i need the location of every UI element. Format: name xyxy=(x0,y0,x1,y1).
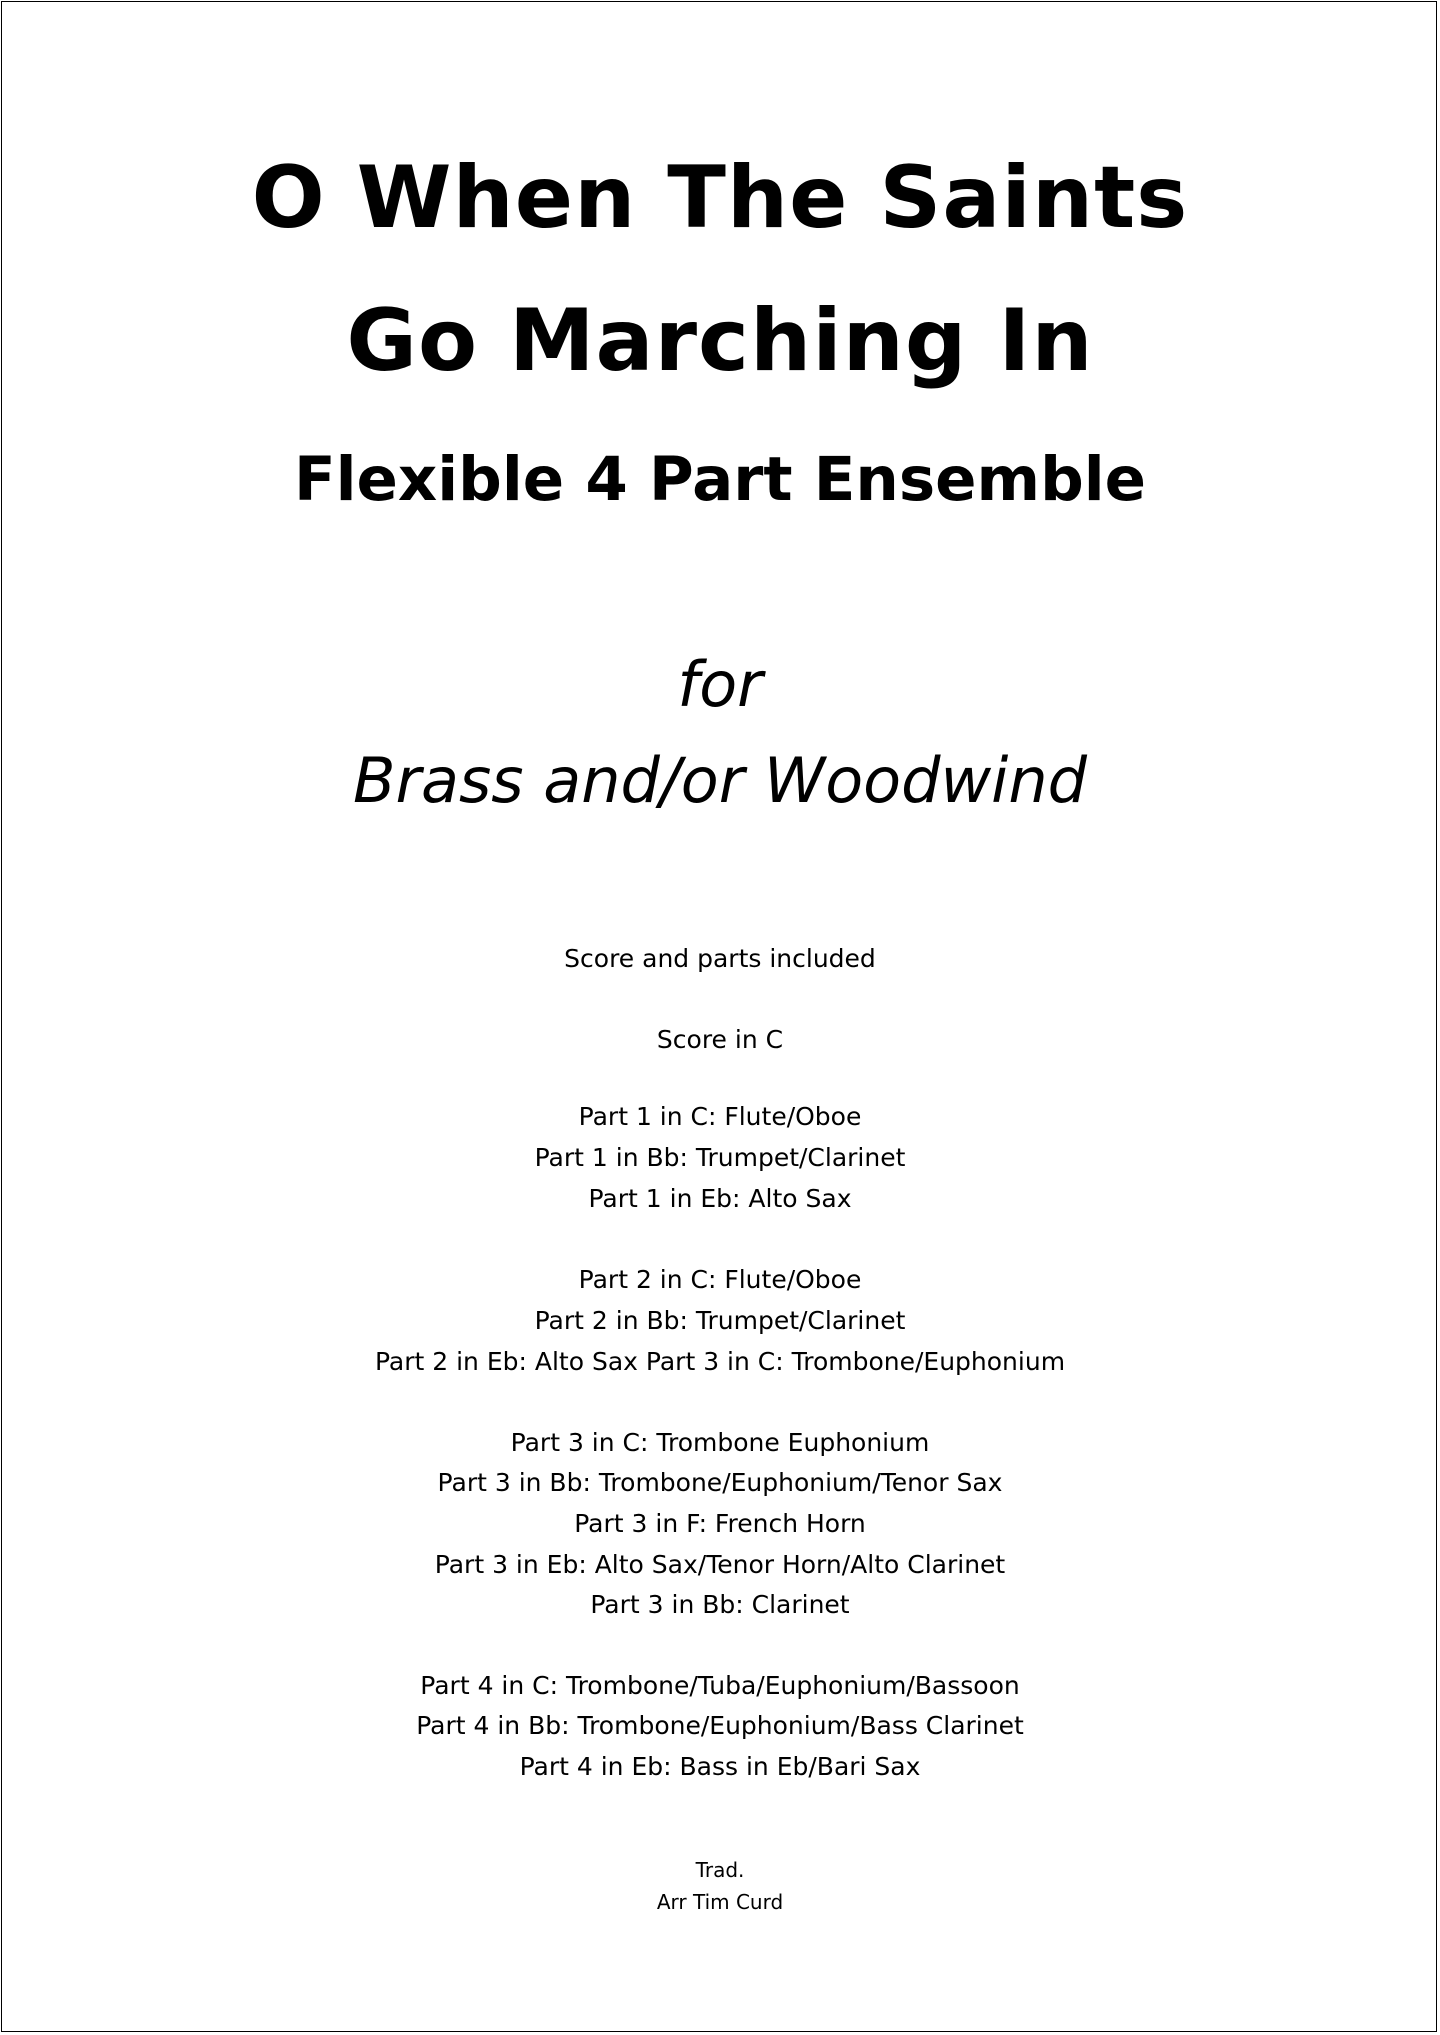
score-line: Score in C xyxy=(656,1025,784,1054)
part3-line: Part 3 in Bb: Trombone/Euphonium/Tenor Sax xyxy=(437,1468,1003,1497)
for-label: for xyxy=(677,648,763,721)
instrumentation: Brass and/or Woodwind xyxy=(352,744,1088,817)
title-line-2: Go Marching In xyxy=(346,291,1094,391)
part2-line: Part 2 in Bb: Trumpet/Clarinet xyxy=(534,1306,906,1335)
part1-line: Part 1 in C: Flute/Oboe xyxy=(578,1102,862,1131)
part3-line: Part 3 in C: Trombone Euphonium xyxy=(510,1428,930,1457)
part2-line: Part 2 in C: Flute/Oboe xyxy=(578,1265,862,1294)
part1-line: Part 1 in Bb: Trumpet/Clarinet xyxy=(534,1143,906,1172)
composer-credit: Trad. xyxy=(695,1858,745,1882)
part4-line: Part 4 in Eb: Bass in Eb/Bari Sax xyxy=(519,1752,921,1781)
subtitle: Flexible 4 Part Ensemble xyxy=(293,444,1147,515)
part3-line: Part 3 in F: French Horn xyxy=(574,1509,866,1538)
part2-line: Part 2 in Eb: Alto Sax Part 3 in C: Trombone/Euphonium xyxy=(374,1347,1066,1376)
title-line-1: O When The Saints xyxy=(251,148,1189,248)
part3-line: Part 3 in Bb: Clarinet xyxy=(590,1590,850,1619)
part1-line: Part 1 in Eb: Alto Sax xyxy=(588,1184,852,1213)
arranger-credit: Arr Tim Curd xyxy=(656,1890,784,1914)
part3-line: Part 3 in Eb: Alto Sax/Tenor Horn/Alto Clarinet xyxy=(434,1550,1006,1579)
part4-line: Part 4 in C: Trombone/Tuba/Euphonium/Bassoon xyxy=(420,1671,1020,1700)
part4-line: Part 4 in Bb: Trombone/Euphonium/Bass Clarinet xyxy=(416,1711,1024,1740)
included-note: Score and parts included xyxy=(564,944,876,973)
